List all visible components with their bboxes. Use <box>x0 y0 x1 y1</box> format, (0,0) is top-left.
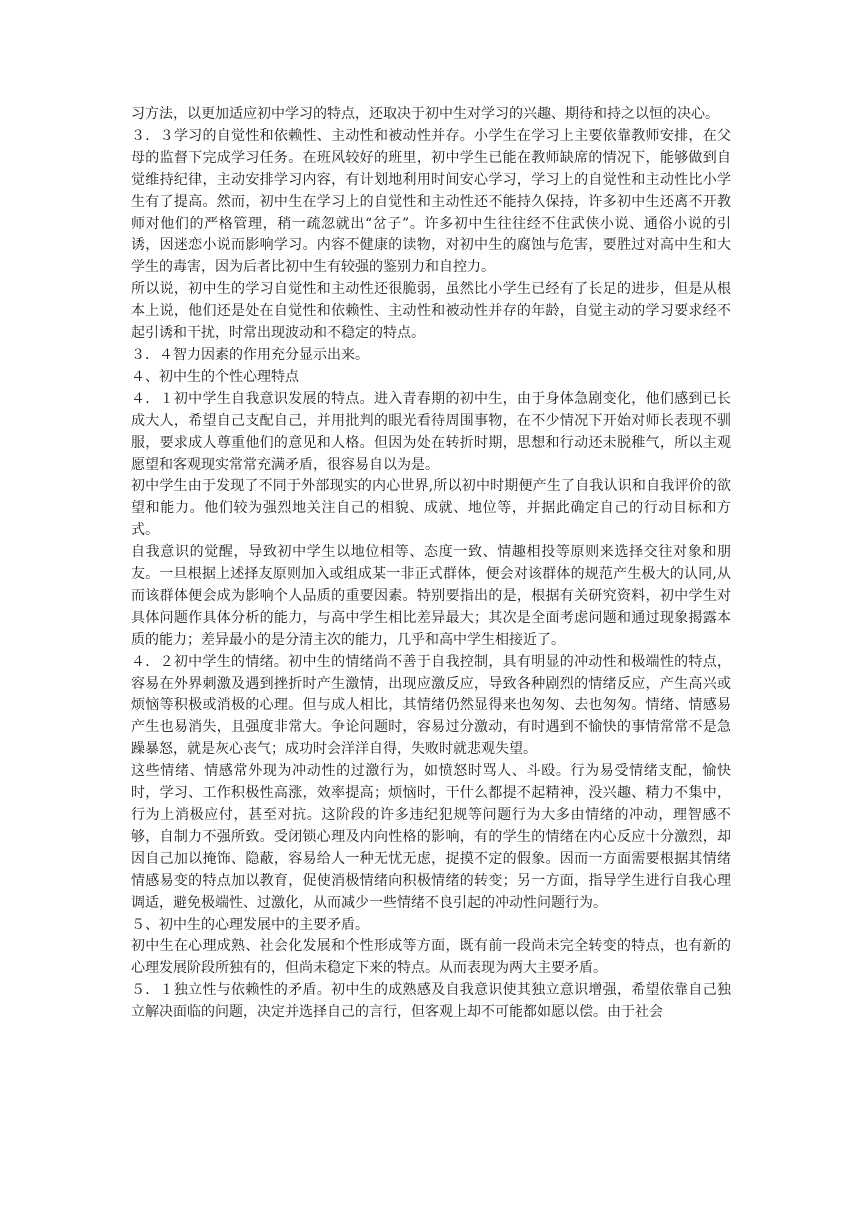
paragraph-two-contradictions: 初中生在心理成熟、社会化发展和个性形成等方面，既有前一段尚未完全转变的特点，也有新的心理发展阶段所独有的，但尚未稳定下来的特点。从而表现为两大主要矛盾。 <box>131 938 731 977</box>
paragraph-awakening-friends: 自我意识的觉醒，导致初中学生以地位相等、态度一致、情趣相投等原则来选择交往对象和朋友。一旦根据上述择友原则加入或组成某一非正式群体，便会对该群体的规范产生极大的认同,从而该群体便会成为影响个人品质的重要因素。特别要指出的是，根据有关研究资料，初中学生对具体问题作具体分析的能力，与高中学生相比差异最大；其次是全面考虑问题和通过现象揭露本质的能力；差异最小的是分清主次的能力，几乎和高中学生相接近了。 <box>131 544 731 648</box>
heading-section-4: ４、初中生的个性心理特点 <box>131 368 299 385</box>
paragraph-conclusion-fragility: 所以说，初中生的学习自觉性和主动性还很脆弱，虽然比小学生已经有了长足的进步，但是从根本上说，他们还是处在自觉性和依赖性、主动性和被动性并存的年龄，自觉主动的学习要求经不起引诱和干扰，时常出现波动和不稳定的特点。 <box>131 281 731 342</box>
paragraph-5-1-independence-dependence: ５．１独立性与依赖性的矛盾。初中生的成熟感及自我意识使其独立意识增强，希望依靠自己独立解决面临的问题，决定并选择自己的言行，但客观上却不可能都如愿以偿。由于社会 <box>131 982 731 1021</box>
paragraph-learning-methods: 习方法，以更加适应初中学习的特点，还取决于初中生对学习的兴趣、期待和持之以恒的决心。 <box>131 106 719 122</box>
paragraph-4-2-emotions: ４．２初中学生的情绪。初中生的情绪尚不善于自我控制，具有明显的冲动性和极端性的特点，容易在外界刺激及遇到挫折时产生激情，出现应激反应，导致各种剧烈的情绪反应，产生高兴或烦恼等积极或消极的心理。但与成人相比，其情绪仍然显得来也匆匆、去也匆匆。情绪、情感易产生也易消失，且强度非常大。争论问题时，容易过分激动，有时遇到不愉快的事情常常不是急躁暴怒，就是灰心丧气；成功时会洋洋自得，失败时就悲观失望。 <box>131 653 731 758</box>
heading-section-5: ５、初中生的心理发展中的主要矛盾。 <box>131 916 369 933</box>
document-body <box>131 104 731 1024</box>
paragraph-3-4-intelligence: ３．４智力因素的作用充分显示出来。 <box>131 346 369 363</box>
paragraph-inner-world: 初中学生由于发现了不同于外部现实的内心世界,所以初中时期便产生了自我认识和自我评价的欲望和能力。他们较为强烈地关注自己的相貌、成就、地位等，并据此确定自己的行动目标和方式。 <box>131 478 731 539</box>
paragraph-3-3-self-awareness-dependence: ３．３学习的自觉性和依赖性、主动性和被动性并存。小学生在学习上主要依靠教师安排，在父母的监督下完成学习任务。在班风较好的班里，初中学生已能在教师缺席的情况下，能够做到自觉维持纪律，主动安排学习内容，有计划地利用时间安心学习，学习上的自觉性和主动性比小学生有了提高。然而，初中生在学习上的自觉性和主动性还不能持久保持，许多初中生还离不开教师对他们的严格管理，稍一疏忽就出“岔子”。许多初中生往往经不住武侠小说、通俗小说的引诱，因迷恋小说而影响学习。内容不健康的读物，对初中生的腐蚀与危害，要胜过对高中生和大学生的毒害，因为后者比初中生有较强的鉴别力和自控力。 <box>131 127 731 276</box>
paragraph-impulsive-behavior: 这些情绪、情感常外现为冲动性的过激行为，如愤怒时骂人、斗殴。行为易受情绪支配，愉快时，学习、工作积极性高涨，效率提高；烦恼时，干什么都提不起精神，没兴趣、精力不集中，行为上消极应付，甚至对抗。这阶段的许多违纪犯规等问题行为大多由情绪的冲动，理智感不够，自制力不强所致。受闭锁心理及内向性格的影响，有的学生的情绪在内心反应十分激烈，却因自己加以掩饰、隐蔽，容易给人一种无忧无虑，捉摸不定的假象。因而一方面需要根据其情绪情感易变的特点加以教育，促使消极情绪向积极情绪的转变；另一方面，指导学生进行自我心理调适，避免极端性、过激化，从而减少一些情绪不良引起的冲动性问题行为。 <box>131 763 731 911</box>
paragraph-4-1-self-consciousness: ４．１初中学生自我意识发展的特点。进入青春期的初中生，由于身体急剧变化，他们感到已长成大人，希望自己支配自己，并用批判的眼光看待周围事物，在不少情况下开始对师长表现不驯服，要求成人尊重他们的意见和人格。但因为处在转折时期，思想和行动还未脱稚气，所以主观愿望和客观现实常常充满矛盾，很容易自以为是。 <box>131 390 731 473</box>
